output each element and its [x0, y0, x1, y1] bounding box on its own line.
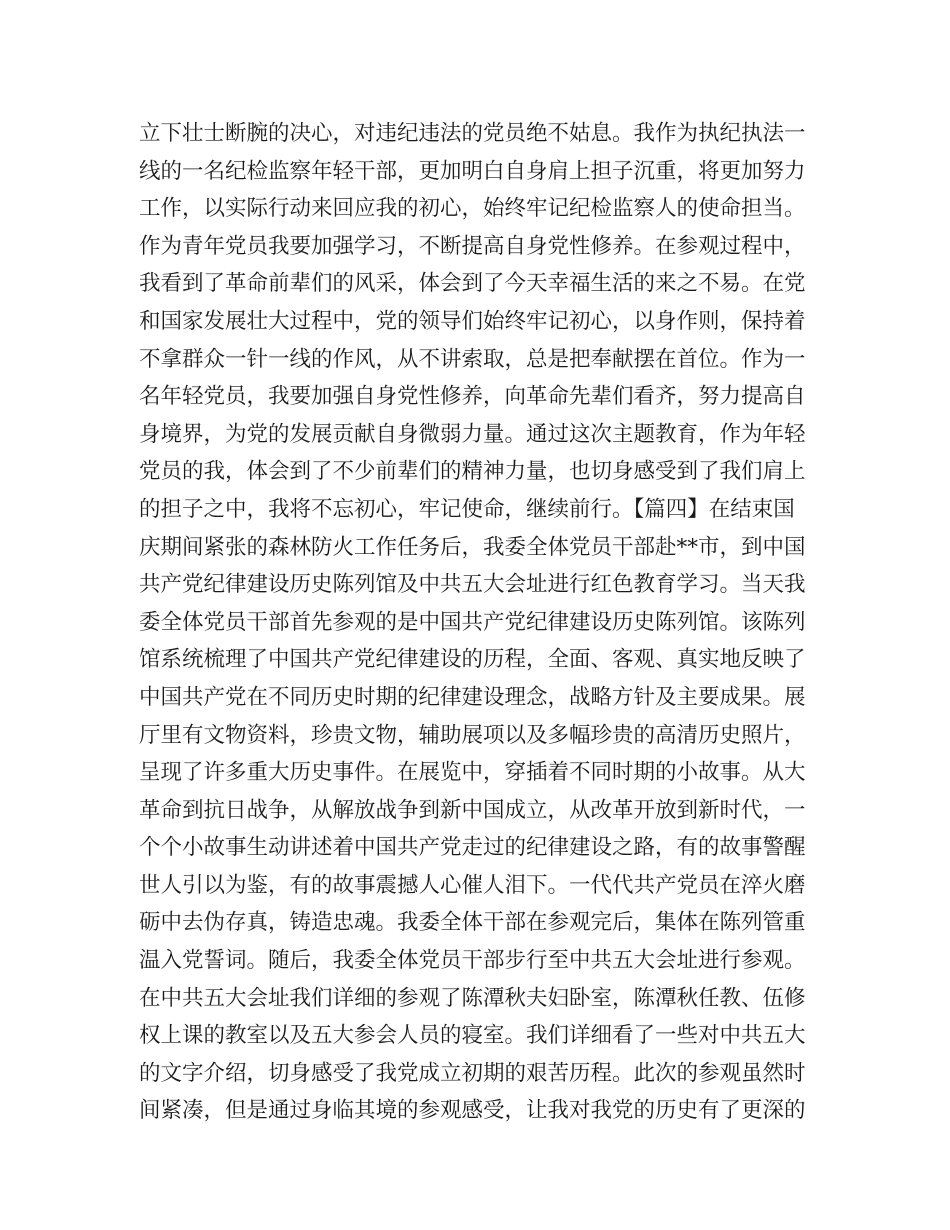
body-text — [139, 115, 829, 1130]
text-line: 不拿群众一针一线的作风，从不讲索取，总是把奉献摆在首位。作为一 — [139, 346, 806, 372]
text-line: 的文字介绍，切身感受了我党成立初期的艰苦历程。此次的参观虽然时 — [139, 1060, 806, 1086]
text-line: 权上课的教室以及五大参会人员的寝室。我们详细看了一些对中共五大 — [139, 1023, 806, 1049]
text-line: 砺中去伪存真，铸造忠魂。我委全体干部在参观完后，集体在陈列管重 — [139, 910, 806, 936]
text-line: 间紧凑，但是通过身临其境的参观感受，让我对我党的历史有了更深的 — [139, 1098, 806, 1124]
text-line: 工作，以实际行动来回应我的初心，始终牢记纪检监察人的使命担当。 — [139, 196, 806, 222]
text-line: 和国家发展壮大过程中，党的领导们始终牢记初心，以身作则，保持着 — [139, 308, 806, 334]
text-line: 革命到抗日战争，从解放战争到新中国成立，从改革开放到新时代，一 — [139, 797, 806, 823]
text-line: 我看到了革命前辈们的风采，体会到了今天幸福生活的来之不易。在党 — [139, 271, 806, 297]
text-line: 委全体党员干部首先参观的是中国共产党纪律建设历史陈列馆。该陈列 — [139, 609, 806, 635]
text-line: 作为青年党员我要加强学习，不断提高自身党性修养。在参观过程中， — [139, 233, 806, 259]
text-line: 共产党纪律建设历史陈列馆及中共五大会址进行红色教育学习。当天我 — [139, 572, 806, 598]
text-line: 立下壮士断腕的决心，对违纪违法的党员绝不姑息。我作为执纪执法一 — [139, 121, 806, 146]
text-line: 的担子之中，我将不忘初心，牢记使命，继续前行。【篇四】在结束国 — [139, 496, 795, 522]
text-line: 名年轻党员，我要加强自身党性修养，向革命先辈们看齐，努力提高自 — [139, 384, 806, 410]
text-line: 世人引以为鉴，有的故事震撼人心催人泪下。一代代共产党员在淬火磨 — [139, 872, 806, 898]
text-line: 庆期间紧张的森林防火工作任务后，我委全体党员干部赴**市，到中国 — [139, 534, 806, 560]
text-line: 线的一名纪检监察年轻干部，更加明白自身肩上担子沉重，将更加努力 — [139, 158, 806, 184]
text-line: 在中共五大会址我们详细的参观了陈潭秋夫妇卧室，陈潭秋任教、伍修 — [139, 985, 806, 1011]
text-line: 馆系统梳理了中国共产党纪律建设的历程，全面、客观、真实地反映了 — [139, 647, 806, 673]
text-line: 中国共产党在不同历史时期的纪律建设理念，战略方针及主要成果。展 — [139, 684, 806, 710]
text-line: 党员的我，体会到了不少前辈们的精神力量，也切身感受到了我们肩上 — [139, 459, 806, 485]
text-line: 呈现了许多重大历史事件。在展览中，穿插着不同时期的小故事。从大 — [139, 760, 806, 786]
text-line: 温入党誓词。随后，我委全体党员干部步行至中共五大会址进行参观。 — [139, 948, 806, 974]
text-line: 厅里有文物资料，珍贵文物，辅助展项以及多幅珍贵的高清历史照片， — [139, 722, 806, 748]
text-line: 身境界，为党的发展贡献自身微弱力量。通过这次主题教育，作为年轻 — [139, 421, 806, 447]
text-line: 个个小故事生动讲述着中国共产党走过的纪律建设之路，有的故事警醒 — [139, 835, 806, 861]
